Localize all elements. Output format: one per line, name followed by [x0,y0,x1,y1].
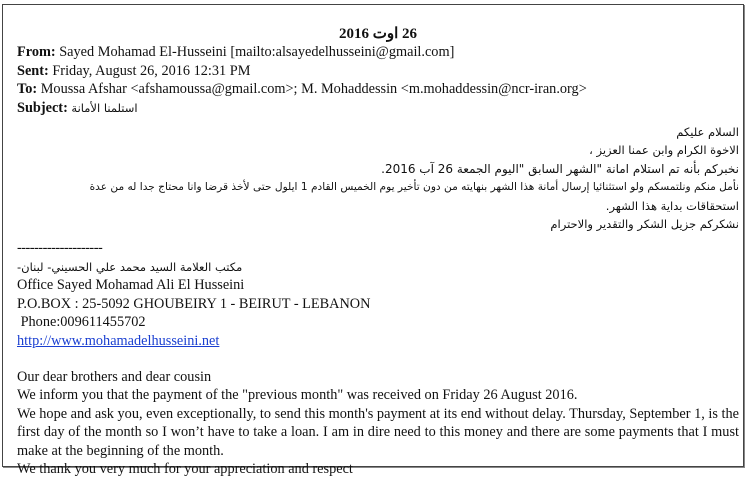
document-frame [2,4,744,477]
to-value: Moussa Afshar <afshamoussa@gmail.com>; M. Mohaddessin <m.mohaddessin@ncr-iran.org> [37,81,587,98]
arabic-line: استحقاقات بداية هذا الشهر. [605,198,739,213]
signature-office: Office Sayed Mohamad Ali El Husseini [17,277,245,294]
sent-value: Friday, August 26, 2016 12:31 PM [48,62,251,79]
arabic-line: نأمل منكم ونلتمسكم ولو استثنائيا إرسال أمانة هذا الشهر بنهايته من دون تأخير يوم الخميس القادم 1 ايلول حتى لأخذ قرضا وانا محتاج جدا له من عدة [89,181,739,194]
date-title: 26 اوت 2016 [338,26,418,42]
website-link[interactable]: http://www.mohamadelhusseini.net [17,332,220,349]
arabic-line: نشكركم جزيل الشكر والتقدير والاحترام [550,217,739,232]
english-line: We inform you that the payment of the "previous month" was received on Friday 26 August 2016. [17,387,578,404]
to-label: To: [17,81,38,98]
signature-phone: Phone:009611455702 [17,314,146,331]
english-line: Our dear brothers and dear cousin [17,368,212,385]
arabic-line: السلام عليكم [676,125,739,140]
arabic-line: الاخوة الكرام وابن عمنا العزيز ، [589,143,739,158]
subject-row [17,99,739,117]
english-line: We thank you very much for your appreciation and respect [17,460,353,477]
email-document [17,19,739,478]
sent-row [17,62,739,80]
to-row [17,80,739,98]
sent-label: Sent: [17,62,49,79]
from-value: Sayed Mohamad El-Husseini [mailto:alsayedelhusseini@gmail.com] [55,44,455,61]
arabic-line: نخبركم بأنه تم استلام امانة "الشهر السابق "اليوم الجمعة 26 آب 2016. [381,161,739,176]
from-row [17,43,739,61]
signature-divider: -------------------- [17,240,103,257]
subject-value: استلمنا الأمانة [71,100,138,115]
signature-pobox: P.O.BOX : 25-5092 GHOUBEIRY 1 - BEIRUT - LEBANON [17,295,371,312]
subject-label: Subject: [17,99,68,116]
signature-arabic-office: مكتب العلامة السيد محمد علي الحسيني- لبنان- [17,259,243,274]
arabic-body [17,123,739,233]
english-body [17,368,739,478]
signature-block [17,239,739,349]
english-line: We hope and ask you, even exceptionally, to send this month's payment at its end without delay. Thursday, September 1, is the first day of the month so I won’t have to take a loan. I am in dire need to this money and there are some payments that I must make at the beginning of the month. [17,405,739,459]
from-label: From: [17,44,56,61]
